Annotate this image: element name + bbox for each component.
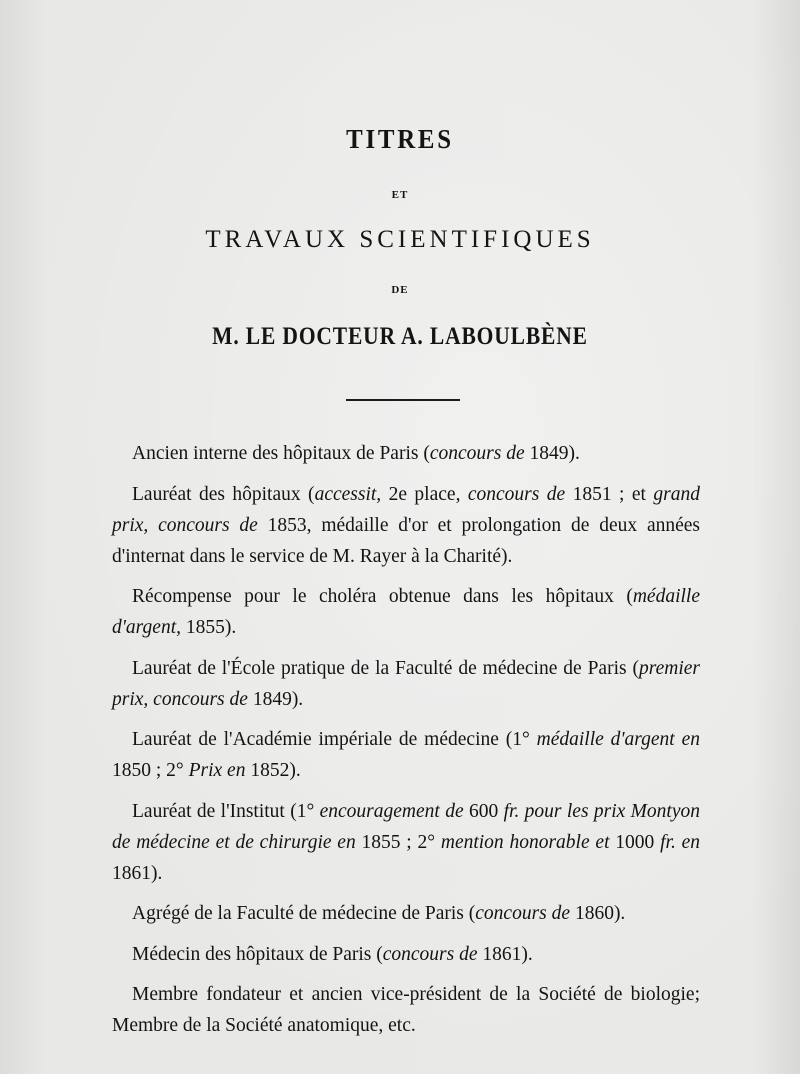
entry-italic-text: concours de xyxy=(429,443,525,464)
entry-text: 1000 xyxy=(609,831,661,853)
entry-text: Récompense pour le choléra obtenue dans les hôpitaux ( xyxy=(132,586,633,607)
entry-text: Membre fondateur et ancien vice-président de la Société de biologie; Membre de la Société anatomique, etc. xyxy=(112,984,700,1036)
title-divider xyxy=(346,399,460,401)
entry-text: Agrégé de la Faculté de médecine de Paris ( xyxy=(132,903,476,924)
entry-italic-text: fr. pour les prix Montyon de médecine et de chirurgie en xyxy=(112,800,700,853)
entry-italic-text: fr. en xyxy=(660,831,701,853)
entry-text: 1855 ; 2° xyxy=(355,831,441,853)
entry-text: 600 xyxy=(463,800,504,822)
entry-paragraph xyxy=(112,581,700,643)
entry-text: Lauréat de l'École pratique de la Faculté de médecine de Paris ( xyxy=(132,657,639,679)
entry-text: 1861). xyxy=(112,862,163,884)
entry-italic-text: concours de xyxy=(467,483,566,505)
entry-italic-text: mention honorable et xyxy=(440,831,610,853)
entry-text: Lauréat des hôpitaux ( xyxy=(132,483,315,505)
titles-list xyxy=(112,438,700,1051)
entry-italic-text: accessit, xyxy=(314,483,382,505)
entry-italic-text: concours de xyxy=(382,943,478,965)
entry-text: 1851 ; et xyxy=(565,483,654,505)
entry-text: Médecin des hôpitaux de Paris ( xyxy=(132,943,383,965)
entry-text: 2e place, xyxy=(381,483,468,505)
entry-text: Ancien interne des hôpitaux de Paris ( xyxy=(132,443,430,464)
entry-italic-text: médaille d'argent en xyxy=(536,729,700,750)
entry-paragraph xyxy=(112,724,700,786)
entry-italic-text: concours de xyxy=(475,903,571,924)
page-subtitle: TRAVAUX SCIENTIFIQUES xyxy=(205,226,595,253)
entry-text: 1852). xyxy=(245,760,301,781)
entry-paragraph xyxy=(112,939,700,970)
entry-italic-text: premier prix, concours de xyxy=(112,657,700,710)
entry-text: 1861). xyxy=(477,943,533,965)
entry-text: 1860). xyxy=(570,903,626,924)
entry-italic-text: encouragement de xyxy=(319,800,464,822)
entry-text: 1855). xyxy=(180,617,237,638)
entry-text: 1850 ; 2° xyxy=(112,760,189,781)
entry-italic-text: grand prix, concours de xyxy=(112,483,700,536)
entry-paragraph xyxy=(112,653,700,715)
entry-paragraph xyxy=(112,796,700,889)
entry-paragraph xyxy=(112,479,700,572)
entry-text: 1849). xyxy=(524,443,580,464)
connector-de: DE xyxy=(391,284,409,296)
page-title: TITRES xyxy=(346,124,454,154)
connector-et: ET xyxy=(391,189,409,201)
entry-text: Lauréat de l'Académie impériale de médecine (1° xyxy=(132,729,537,750)
entry-text: 1853, médaille d'or et prolongation de deux années d'internat dans le service de M. Rayer à la Charité). xyxy=(112,514,700,567)
entry-italic-text: médaille d'argent, xyxy=(112,586,700,638)
entry-italic-text: Prix en xyxy=(188,760,246,781)
entry-paragraph xyxy=(112,898,700,929)
entry-paragraph xyxy=(112,979,700,1041)
entry-text: 1849). xyxy=(247,688,304,710)
author-heading: M. LE DOCTEUR A. LABOULBÈNE xyxy=(212,323,588,350)
entry-paragraph xyxy=(112,438,700,469)
entry-text: Lauréat de l'Institut (1° xyxy=(132,800,320,822)
